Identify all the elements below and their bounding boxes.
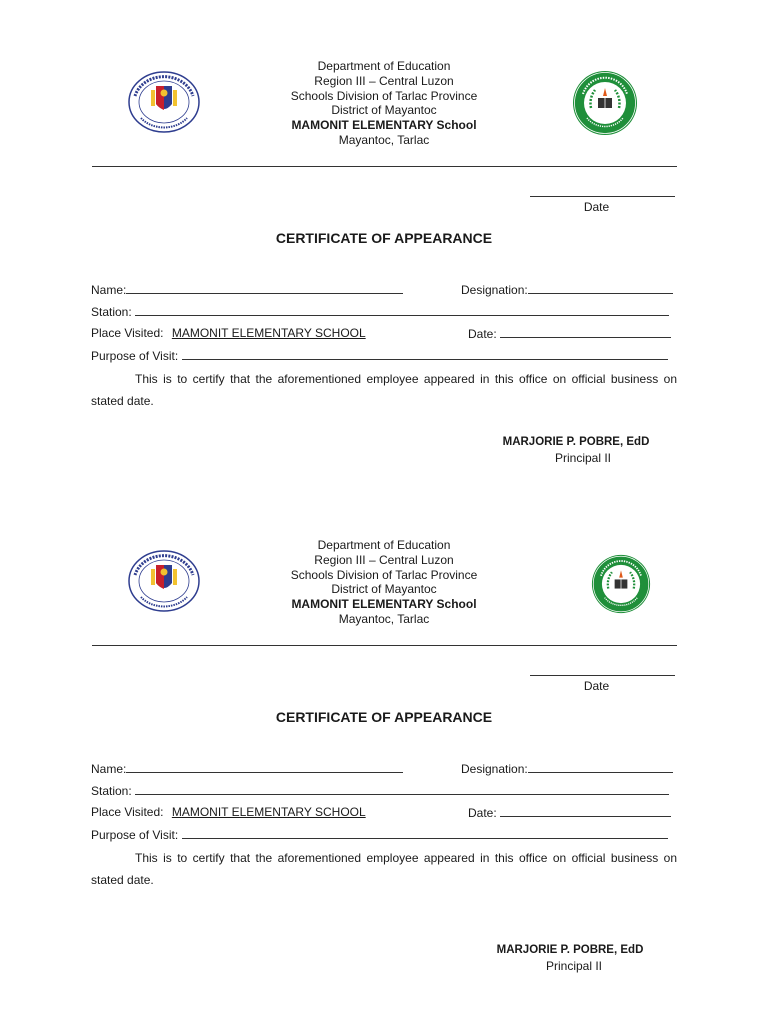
place-visited-field[interactable]: [91, 326, 366, 340]
certificate-title: CERTIFICATE OF APPEARANCE: [275, 230, 493, 246]
name-label: Name:: [91, 283, 127, 297]
name-field[interactable]: [91, 282, 403, 297]
place-visited-value: MAMONIT ELEMENTARY SCHOOL: [171, 326, 366, 340]
place-visited-label: Place Visited:: [91, 805, 164, 819]
station-field[interactable]: [91, 304, 669, 319]
station-blank[interactable]: [135, 304, 669, 316]
designation-blank[interactable]: [528, 761, 673, 773]
header-divider: [92, 166, 677, 167]
certificate-top: [0, 0, 768, 480]
station-blank[interactable]: [135, 783, 669, 795]
certification-statement: This is to certify that the aforementioned employee appeared in this office on official business on stated date.: [91, 372, 677, 408]
name-blank[interactable]: [126, 761, 403, 773]
header-line-department: Department of Education: [317, 538, 451, 552]
date-field[interactable]: [468, 805, 671, 820]
header-line-division: Schools Division of Tarlac Province: [290, 88, 478, 103]
header-line-department: Department of Education: [317, 59, 451, 73]
purpose-label: Purpose of Visit:: [91, 349, 179, 363]
station-label: Station:: [91, 305, 132, 319]
purpose-label: Purpose of Visit:: [91, 828, 179, 842]
header-school-name: MAMONIT ELEMENTARY School: [291, 118, 477, 133]
header-line-district: District of Mayantoc: [331, 103, 437, 118]
header-location: Mayantoc, Tarlac: [338, 132, 430, 147]
date-signature-line[interactable]: [530, 675, 675, 676]
header-location: Mayantoc, Tarlac: [338, 611, 430, 626]
date-field-label: Date:: [468, 327, 497, 341]
station-field[interactable]: [91, 783, 669, 798]
date-field[interactable]: [468, 326, 671, 341]
header-divider: [92, 645, 677, 646]
purpose-field[interactable]: [91, 348, 668, 363]
purpose-field[interactable]: [91, 827, 668, 842]
name-field[interactable]: [91, 761, 403, 776]
signatory-title: Principal II: [554, 451, 612, 465]
date-signature-line[interactable]: [530, 196, 675, 197]
station-label: Station:: [91, 784, 132, 798]
date-caption: Date: [583, 679, 610, 693]
date-field-label: Date:: [468, 806, 497, 820]
purpose-blank[interactable]: [182, 827, 668, 839]
header-line-region: Region III – Central Luzon: [314, 73, 454, 88]
date-caption: Date: [583, 200, 610, 214]
header-school-name: MAMONIT ELEMENTARY School: [291, 597, 477, 612]
certificate-title: CERTIFICATE OF APPEARANCE: [275, 709, 493, 725]
certification-statement: This is to certify that the aforementioned employee appeared in this office on official business on stated date.: [91, 851, 677, 887]
signatory-name: MARJORIE P. POBRE, EdD: [502, 436, 650, 448]
designation-label: Designation:: [461, 283, 528, 297]
letterhead: [0, 538, 768, 627]
designation-field[interactable]: [461, 282, 673, 297]
header-line-region: Region III – Central Luzon: [314, 552, 454, 567]
certificate-bottom: [0, 479, 768, 973]
date-field-blank[interactable]: [500, 326, 671, 338]
header-line-district: District of Mayantoc: [331, 582, 437, 597]
name-blank[interactable]: [126, 282, 403, 294]
designation-blank[interactable]: [528, 282, 673, 294]
place-visited-label: Place Visited:: [91, 326, 164, 340]
header-line-division: Schools Division of Tarlac Province: [290, 567, 478, 582]
designation-label: Designation:: [461, 762, 528, 776]
date-field-blank[interactable]: [500, 805, 671, 817]
purpose-blank[interactable]: [182, 348, 668, 360]
letterhead: [0, 59, 768, 148]
signatory-name: MARJORIE P. POBRE, EdD: [496, 944, 644, 956]
designation-field[interactable]: [461, 761, 673, 776]
place-visited-value: MAMONIT ELEMENTARY SCHOOL: [171, 805, 366, 819]
signatory-title: Principal II: [545, 959, 603, 973]
name-label: Name:: [91, 762, 127, 776]
place-visited-field[interactable]: [91, 805, 366, 819]
